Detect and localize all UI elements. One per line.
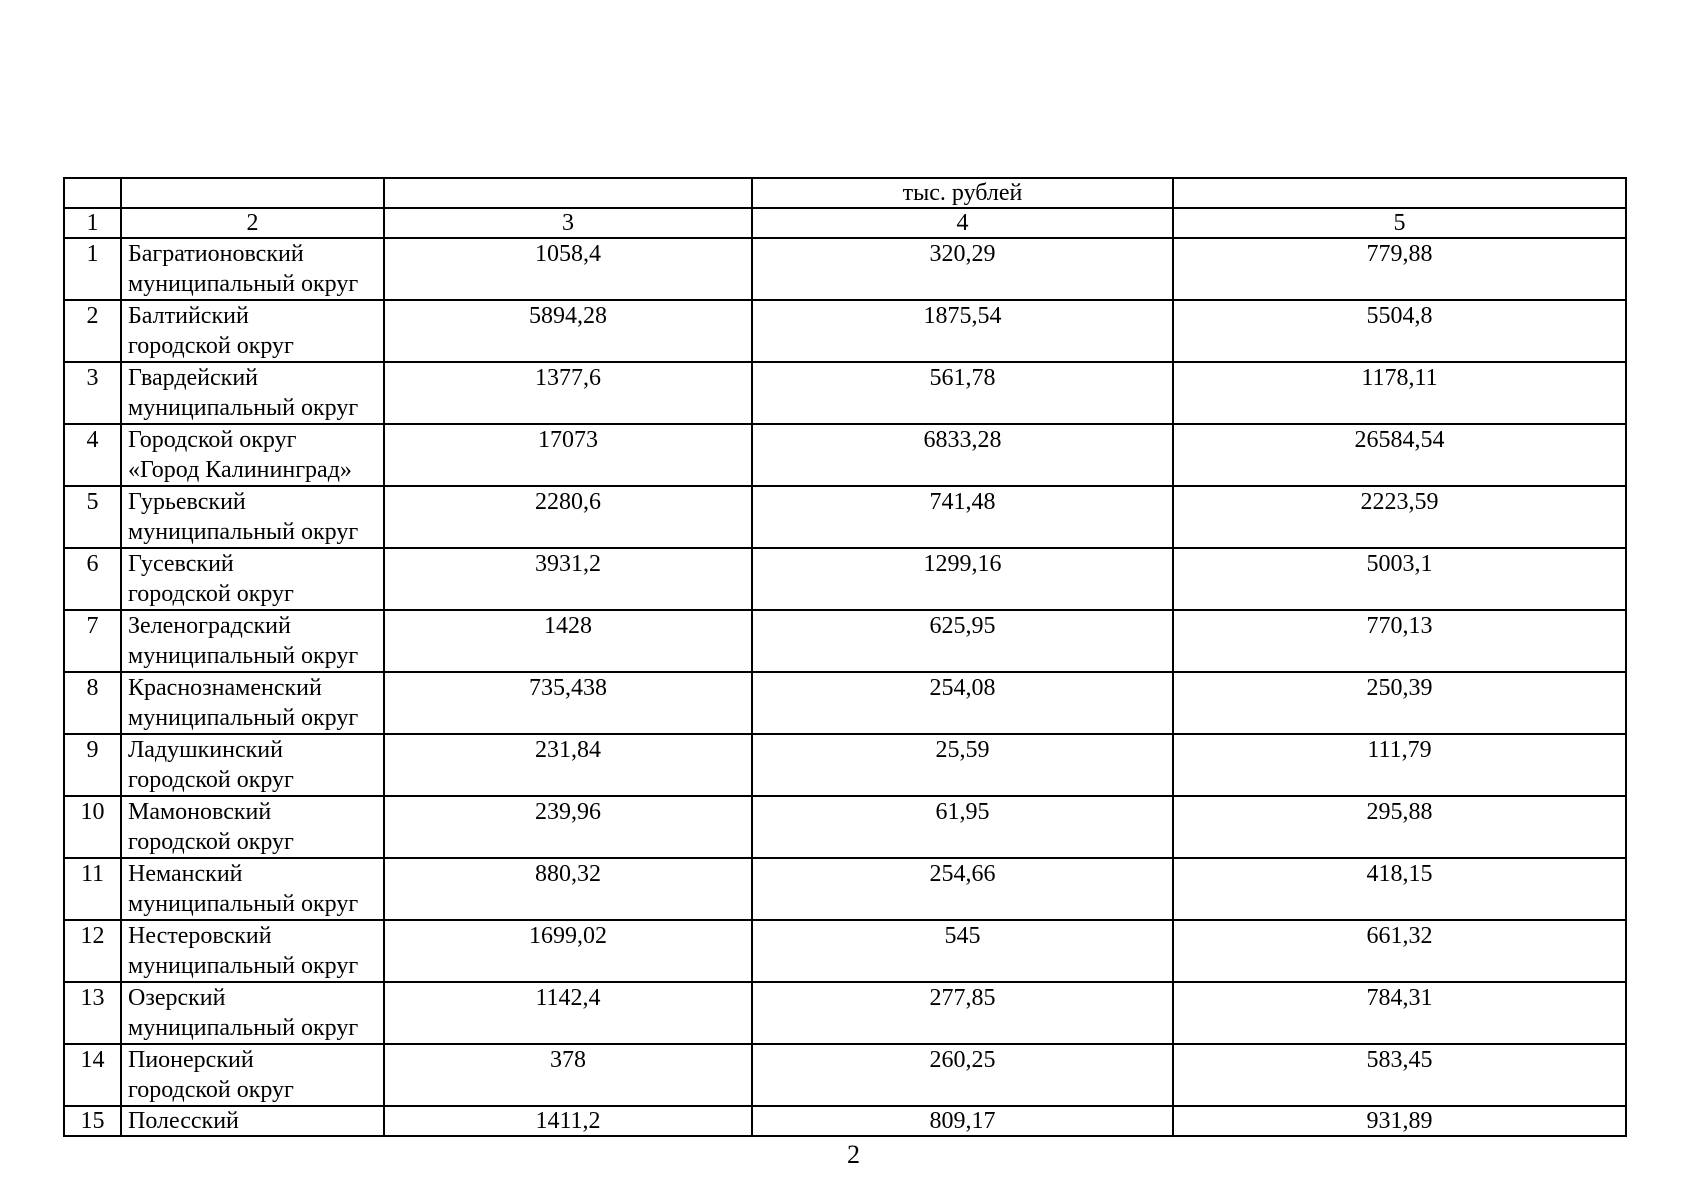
value-cell-c3: 1058,4 <box>384 238 752 300</box>
district-name-line2: муниципальный округ <box>128 643 359 669</box>
district-name-line2: муниципальный округ <box>128 705 359 731</box>
district-name-cell <box>121 548 384 610</box>
table-header-row <box>64 178 1626 208</box>
column-number: 1 <box>64 208 121 238</box>
value-cell-c4: 25,59 <box>752 734 1173 796</box>
value-cell-c3: 17073 <box>384 424 752 486</box>
district-name-cell <box>121 362 384 424</box>
value-cell-c5: 111,79 <box>1173 734 1626 796</box>
value-cell-c5: 770,13 <box>1173 610 1626 672</box>
value-cell-c3: 3931,2 <box>384 548 752 610</box>
district-name-cell <box>121 238 384 300</box>
district-name-line1: Озерский <box>128 985 226 1011</box>
table-row <box>64 1106 1626 1136</box>
value-cell-c4: 320,29 <box>752 238 1173 300</box>
value-cell-c3: 1411,2 <box>384 1106 752 1136</box>
district-name-cell <box>121 300 384 362</box>
district-name-line2: муниципальный округ <box>128 953 359 979</box>
column-number: 4 <box>752 208 1173 238</box>
value-cell-c3: 880,32 <box>384 858 752 920</box>
value-cell-c4: 545 <box>752 920 1173 982</box>
value-cell-c5: 779,88 <box>1173 238 1626 300</box>
value-cell-c3: 378 <box>384 1044 752 1106</box>
row-index: 2 <box>64 300 121 362</box>
row-index: 15 <box>64 1106 121 1136</box>
row-index: 11 <box>64 858 121 920</box>
district-name-cell <box>121 920 384 982</box>
value-cell-c4: 6833,28 <box>752 424 1173 486</box>
district-name-line2: муниципальный округ <box>128 519 359 545</box>
row-index: 10 <box>64 796 121 858</box>
district-name-line2: городской округ <box>128 333 294 359</box>
header-cell-empty <box>64 178 121 208</box>
table-row <box>64 672 1626 734</box>
value-cell-c3: 1142,4 <box>384 982 752 1044</box>
value-cell-c4: 254,08 <box>752 672 1173 734</box>
district-name-line1: Городской округ <box>128 427 297 453</box>
value-cell-c5: 250,39 <box>1173 672 1626 734</box>
value-cell-c5: 5504,8 <box>1173 300 1626 362</box>
value-cell-c4: 254,66 <box>752 858 1173 920</box>
district-name-line1: Балтийский <box>128 303 249 329</box>
district-name-cell <box>121 858 384 920</box>
value-cell-c4: 625,95 <box>752 610 1173 672</box>
row-index: 1 <box>64 238 121 300</box>
value-cell-c4: 277,85 <box>752 982 1173 1044</box>
district-name-line1: Неманский <box>128 861 243 887</box>
row-index: 7 <box>64 610 121 672</box>
district-name-line1: Зеленоградский <box>128 613 291 639</box>
district-name-line2: городской округ <box>128 581 294 607</box>
column-number-row <box>64 208 1626 238</box>
data-table <box>63 177 1627 1137</box>
value-cell-c3: 1428 <box>384 610 752 672</box>
value-cell-c4: 260,25 <box>752 1044 1173 1106</box>
district-name-line1: Краснознаменский <box>128 675 322 701</box>
district-name-line1: Ладушкинский <box>128 737 283 763</box>
table-row <box>64 920 1626 982</box>
table-row <box>64 238 1626 300</box>
row-index: 4 <box>64 424 121 486</box>
column-number: 5 <box>1173 208 1626 238</box>
district-name-cell <box>121 486 384 548</box>
value-cell-c5: 1178,11 <box>1173 362 1626 424</box>
value-cell-c3: 239,96 <box>384 796 752 858</box>
page-number: 2 <box>847 1140 860 1169</box>
district-name-line1: Гвардейский <box>128 365 259 391</box>
district-name-line1: Пионерский <box>128 1047 254 1073</box>
table-row <box>64 424 1626 486</box>
district-name-line2: городской округ <box>128 829 294 855</box>
row-index: 6 <box>64 548 121 610</box>
table-row <box>64 796 1626 858</box>
value-cell-c3: 5894,28 <box>384 300 752 362</box>
value-cell-c5: 2223,59 <box>1173 486 1626 548</box>
district-name-line1: Полесский <box>128 1108 239 1134</box>
table-row <box>64 610 1626 672</box>
value-cell-c4: 809,17 <box>752 1106 1173 1136</box>
table-row <box>64 734 1626 796</box>
value-cell-c3: 2280,6 <box>384 486 752 548</box>
value-cell-c4: 741,48 <box>752 486 1173 548</box>
column-number: 2 <box>121 208 384 238</box>
row-index: 5 <box>64 486 121 548</box>
row-index: 14 <box>64 1044 121 1106</box>
value-cell-c5: 418,15 <box>1173 858 1626 920</box>
column-number: 3 <box>384 208 752 238</box>
value-cell-c5: 5003,1 <box>1173 548 1626 610</box>
value-cell-c5: 784,31 <box>1173 982 1626 1044</box>
district-name-line2: муниципальный округ <box>128 271 359 297</box>
value-cell-c4: 1299,16 <box>752 548 1173 610</box>
district-name-line2: муниципальный округ <box>128 891 359 917</box>
table-row <box>64 362 1626 424</box>
value-cell-c3: 1699,02 <box>384 920 752 982</box>
table-row <box>64 1044 1626 1106</box>
row-index: 3 <box>64 362 121 424</box>
district-name-cell <box>121 1106 384 1136</box>
district-name-line2: городской округ <box>128 1077 294 1103</box>
district-name-cell <box>121 672 384 734</box>
district-name-line1: Багратионовский <box>128 241 304 267</box>
district-name-cell <box>121 1044 384 1106</box>
district-name-line2: городской округ <box>128 767 294 793</box>
value-cell-c3: 231,84 <box>384 734 752 796</box>
table-row <box>64 300 1626 362</box>
row-index: 13 <box>64 982 121 1044</box>
district-name-cell <box>121 982 384 1044</box>
table-row <box>64 486 1626 548</box>
value-cell-c5: 295,88 <box>1173 796 1626 858</box>
district-name-cell <box>121 610 384 672</box>
header-cell-empty <box>121 178 384 208</box>
value-cell-c5: 661,32 <box>1173 920 1626 982</box>
value-cell-c5: 931,89 <box>1173 1106 1626 1136</box>
district-name-line2: муниципальный округ <box>128 1015 359 1041</box>
value-cell-c5: 26584,54 <box>1173 424 1626 486</box>
unit-label: тыс. рублей <box>752 178 1173 208</box>
district-name-cell <box>121 734 384 796</box>
header-cell-empty <box>1173 178 1626 208</box>
value-cell-c4: 1875,54 <box>752 300 1173 362</box>
district-name-line2: «Город Калининград» <box>128 457 352 483</box>
header-cell-empty <box>384 178 752 208</box>
district-name-line2: муниципальный округ <box>128 395 359 421</box>
value-cell-c3: 735,438 <box>384 672 752 734</box>
district-name-cell <box>121 796 384 858</box>
value-cell-c4: 61,95 <box>752 796 1173 858</box>
district-name-line1: Гурьевский <box>128 489 246 515</box>
district-name-line1: Мамоновский <box>128 799 272 825</box>
district-name-line1: Нестеровский <box>128 923 272 949</box>
row-index: 8 <box>64 672 121 734</box>
table-row <box>64 548 1626 610</box>
row-index: 12 <box>64 920 121 982</box>
district-name-cell <box>121 424 384 486</box>
value-cell-c4: 561,78 <box>752 362 1173 424</box>
value-cell-c3: 1377,6 <box>384 362 752 424</box>
district-name-line1: Гусевский <box>128 551 234 577</box>
table-row <box>64 858 1626 920</box>
row-index: 9 <box>64 734 121 796</box>
table-row <box>64 982 1626 1044</box>
value-cell-c5: 583,45 <box>1173 1044 1626 1106</box>
